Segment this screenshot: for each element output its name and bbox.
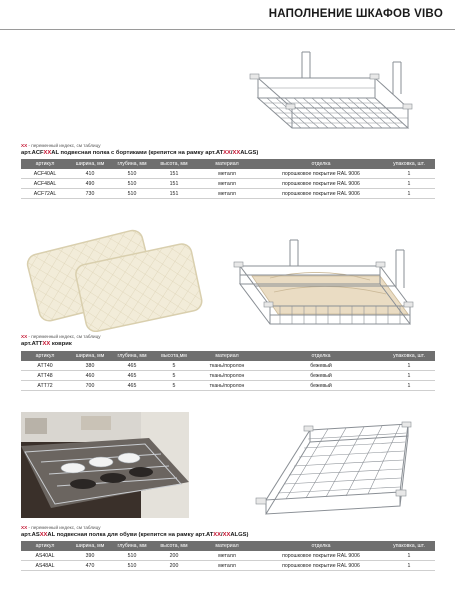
wire-basket-illustration — [240, 50, 420, 150]
table-row — [21, 169, 435, 179]
table-cell: ткань/поролон — [195, 361, 259, 371]
table-cell: 5 — [153, 371, 195, 381]
variable-index-note: XX - переменный индекс, см таблицу — [21, 525, 101, 530]
table-cell: 510 — [111, 179, 153, 189]
table-cell: 390 — [69, 551, 111, 561]
table-cell: 465 — [111, 371, 153, 381]
table-cell: 1 — [383, 361, 435, 371]
column-header: ширина, мм — [69, 351, 111, 361]
table-cell: 510 — [111, 189, 153, 199]
table-cell: 460 — [69, 371, 111, 381]
column-header: упаковка, шт. — [383, 159, 435, 169]
column-header: высота, мм — [153, 159, 195, 169]
column-header: материал — [195, 159, 259, 169]
table-cell: 465 — [111, 381, 153, 391]
shoe-shelf-illustration — [250, 420, 420, 520]
table-cell: ACF48AL — [21, 179, 69, 189]
column-header: упаковка, шт. — [383, 351, 435, 361]
column-header: отделка — [259, 159, 383, 169]
spec-table — [21, 159, 435, 199]
table-cell: 1 — [383, 169, 435, 179]
column-header: высота, мм — [153, 541, 195, 551]
table-cell: ATT48 — [21, 371, 69, 381]
table-row — [21, 189, 435, 199]
table-cell: 1 — [383, 551, 435, 561]
table-cell: 1 — [383, 381, 435, 391]
column-header: глубина, мм — [111, 541, 153, 551]
table-cell: порошковое покрытие RAL 9006 — [259, 179, 383, 189]
table-cell: бежевый — [259, 371, 383, 381]
table-cell: 490 — [69, 179, 111, 189]
table-row — [21, 381, 435, 391]
table-cell: металл — [195, 551, 259, 561]
table-cell: 730 — [69, 189, 111, 199]
column-header: материал — [195, 541, 259, 551]
page-title: НАПОЛНЕНИЕ ШКАФОВ VIBO — [268, 8, 443, 20]
table-cell: 151 — [153, 189, 195, 199]
table-row — [21, 361, 435, 371]
table-cell: 151 — [153, 179, 195, 189]
table-cell: порошковое покрытие RAL 9006 — [259, 189, 383, 199]
table-cell: 200 — [153, 551, 195, 561]
column-header: ширина, мм — [69, 541, 111, 551]
section-heading: арт.ATTXX коврик — [21, 341, 72, 347]
table-cell: бежевый — [259, 361, 383, 371]
variable-index-note: XX - переменный индекс, см таблицу — [21, 334, 101, 339]
column-header: артикул — [21, 159, 69, 169]
table-cell: ткань/поролон — [195, 381, 259, 391]
table-cell: металл — [195, 169, 259, 179]
mat-illustration — [25, 222, 205, 332]
table-cell: ACF40AL — [21, 169, 69, 179]
column-header: глубина, мм — [111, 159, 153, 169]
spec-table — [21, 541, 435, 571]
column-header: глубина, мм — [111, 351, 153, 361]
table-row — [21, 179, 435, 189]
table-header-row — [21, 159, 435, 169]
table-cell: 410 — [69, 169, 111, 179]
table-cell: порошковое покрытие RAL 9006 — [259, 169, 383, 179]
table-header-row — [21, 541, 435, 551]
table-cell: 510 — [111, 169, 153, 179]
table-cell: ткань/поролон — [195, 371, 259, 381]
page-header — [0, 0, 455, 30]
column-header: упаковка, шт. — [383, 541, 435, 551]
table-cell: ATT72 — [21, 381, 69, 391]
table-row — [21, 561, 435, 571]
table-row — [21, 371, 435, 381]
table-cell: 1 — [383, 189, 435, 199]
shoe-drawer-photo — [21, 412, 189, 518]
section-heading: арт.ACFXXAL подвесная полка с бортиками (крепится на рамку арт.ATXX/XXALGS) — [21, 150, 259, 156]
basket-with-mat-illustration — [230, 236, 420, 328]
column-header: отделка — [259, 541, 383, 551]
table-cell: 1 — [383, 179, 435, 189]
variable-index-note: XX - переменный индекс, см таблицу — [21, 143, 101, 148]
table-cell: 151 — [153, 169, 195, 179]
table-cell: 510 — [111, 551, 153, 561]
table-cell: 380 — [69, 361, 111, 371]
column-header: ширина, мм — [69, 159, 111, 169]
column-header: артикул — [21, 541, 69, 551]
table-cell: 5 — [153, 381, 195, 391]
spec-table — [21, 351, 435, 391]
table-row — [21, 551, 435, 561]
table-cell: ACF72AL — [21, 189, 69, 199]
table-cell: 5 — [153, 361, 195, 371]
table-cell: 465 — [111, 361, 153, 371]
column-header: высота,мм — [153, 351, 195, 361]
table-cell: 200 — [153, 561, 195, 571]
table-cell: ATT40 — [21, 361, 69, 371]
table-cell: 700 — [69, 381, 111, 391]
table-cell: 1 — [383, 371, 435, 381]
table-cell: бежевый — [259, 381, 383, 391]
column-header: отделка — [259, 351, 383, 361]
table-cell: металл — [195, 561, 259, 571]
table-cell: AS48AL — [21, 561, 69, 571]
table-cell: AS40AL — [21, 551, 69, 561]
table-cell: 510 — [111, 561, 153, 571]
section-heading: арт.ASXXAL подвесная полка для обуви (крепится на рамку арт.ATXX/XXALGS) — [21, 532, 249, 538]
table-cell: металл — [195, 189, 259, 199]
column-header: артикул — [21, 351, 69, 361]
table-header-row — [21, 351, 435, 361]
table-cell: порошковое покрытие RAL 9006 — [259, 561, 383, 571]
table-cell: 1 — [383, 561, 435, 571]
header-rule — [0, 29, 455, 30]
table-cell: металл — [195, 179, 259, 189]
table-cell: порошковое покрытие RAL 9006 — [259, 551, 383, 561]
column-header: материал — [195, 351, 259, 361]
table-cell: 470 — [69, 561, 111, 571]
